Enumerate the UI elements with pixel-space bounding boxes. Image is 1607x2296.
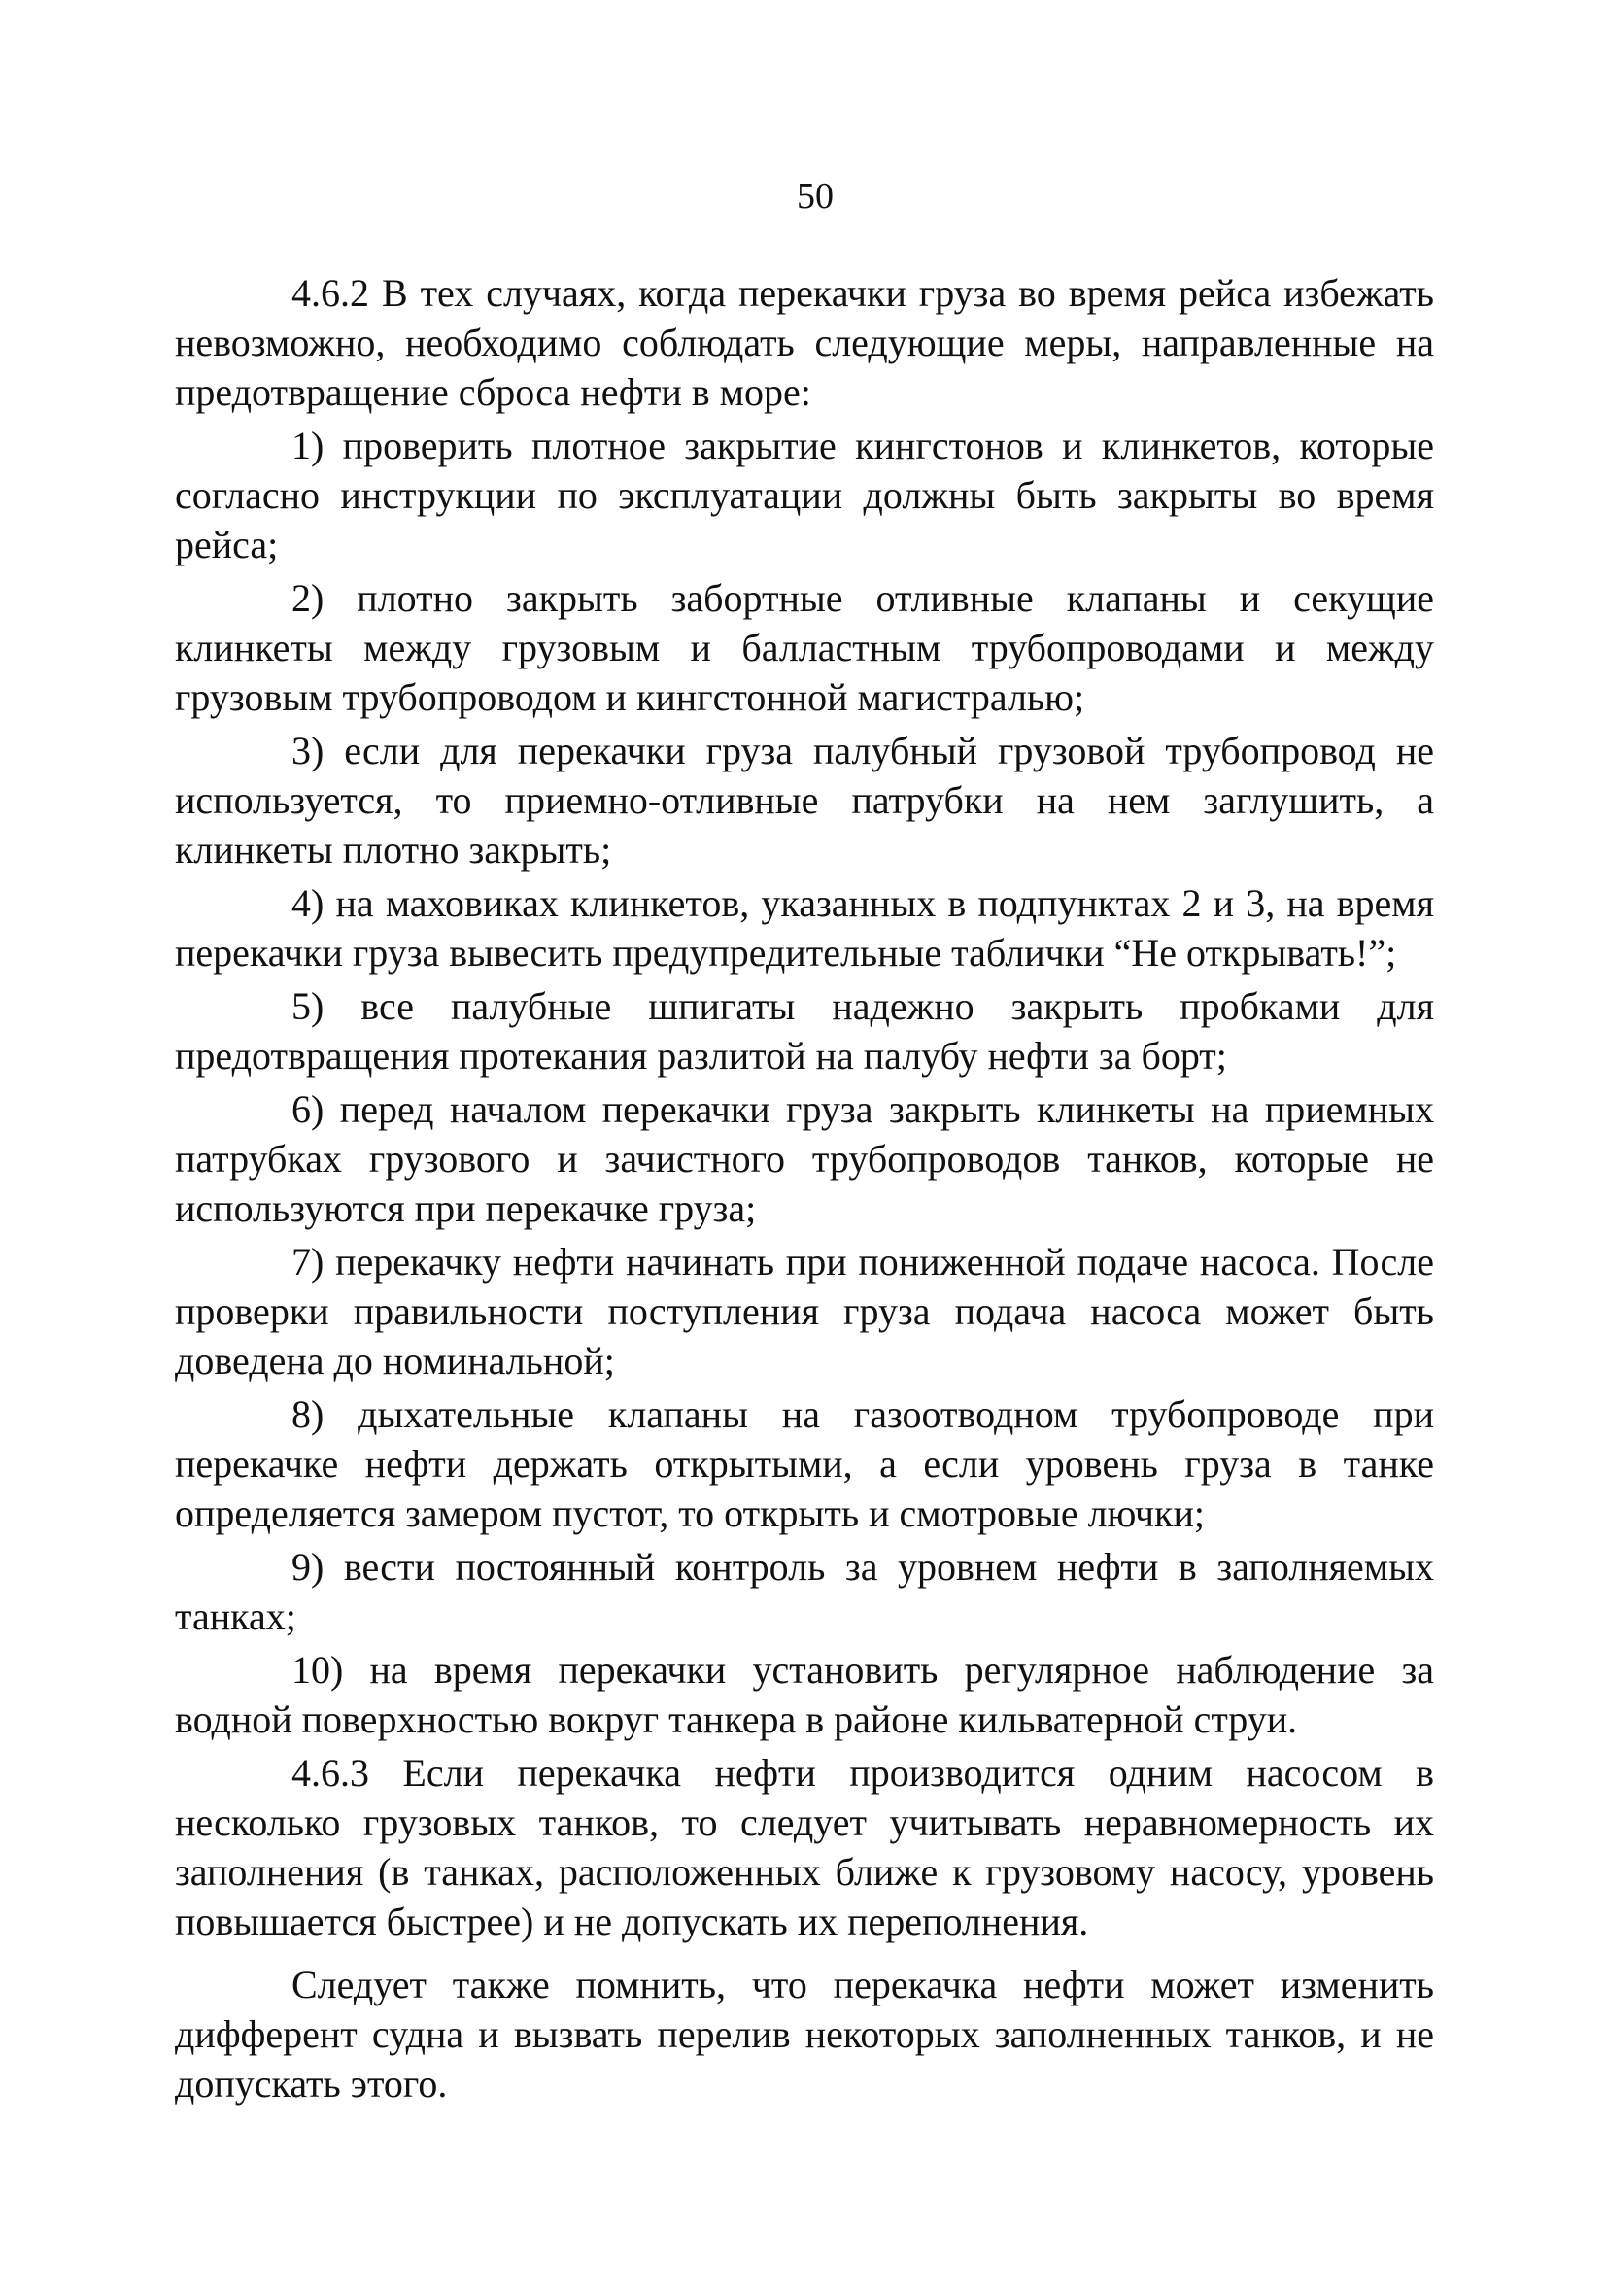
paragraph-4-6-2: 4.6.2 В тех случаях, когда перекачки груза во время рейса избежать невозможно, необходимо соблюдать следующие меры, направленные на предотвращение сброса нефти в море:: [175, 271, 1434, 414]
list-item-2: 2) плотно закрыть забортные отливные клапаны и секущие клинкеты между грузовым и балластным трубопроводами и между грузовым трубопроводом и кингстонной магистралью;: [175, 576, 1434, 719]
list-item-3: 3) если для перекачки груза палубный грузовой трубопровод не используется, то приемно-отливные патрубки на нем заглушить, а клинкеты плотно закрыть;: [175, 729, 1434, 872]
page-body: [175, 268, 1434, 2112]
list-item-10: 10) на время перекачки установить регулярное наблюдение за водной поверхностью вокруг танкера в районе кильватерной струи.: [175, 1648, 1434, 1741]
list-item-1: 1) проверить плотное закрытие кингстонов и клинкетов, которые согласно инструкции по эксплуатации должны быть закрыты во время рейса;: [175, 424, 1434, 566]
page-number: 50: [797, 176, 834, 217]
list-item-7: 7) перекачку нефти начинать при пониженной подаче насоса. После проверки правильности поступления груза подача насоса может быть доведена до номинальной;: [175, 1240, 1434, 1383]
paragraph-note: Следует также помнить, что перекачка нефти может изменить дифферент судна и вызвать перелив некоторых заполненных танков, и не допускать этого.: [175, 1963, 1434, 2106]
list-item-4: 4) на маховиках клинкетов, указанных в подпунктах 2 и 3, на время перекачки груза вывесить предупредительные таблички “Не открывать!”;: [175, 881, 1434, 975]
list-item-5: 5) все палубные шпигаты надежно закрыть пробками для предотвращения протекания разлитой на палубу нефти за борт;: [175, 984, 1434, 1078]
list-item-9: 9) вести постоянный контроль за уровнем нефти в заполняемых танках;: [175, 1545, 1434, 1638]
list-item-6: 6) перед началом перекачки груза закрыть клинкеты на приемных патрубках грузового и зачистного трубопроводов танков, которые не используются при перекачке груза;: [175, 1087, 1434, 1230]
list-item-8: 8) дыхательные клапаны на газоотводном трубопроводе при перекачке нефти держать открытыми, а если уровень груза в танке определяется замером пустот, то открыть и смотровые лючки;: [175, 1392, 1434, 1535]
paragraph-4-6-3: 4.6.3 Если перекачка нефти производится одним насосом в несколько грузовых танков, то следует учитывать неравномерность их заполнения (в танках, расположенных ближе к грузовому насосу, уровень повышается быстрее) и не допускать их переполнения.: [175, 1751, 1434, 1943]
